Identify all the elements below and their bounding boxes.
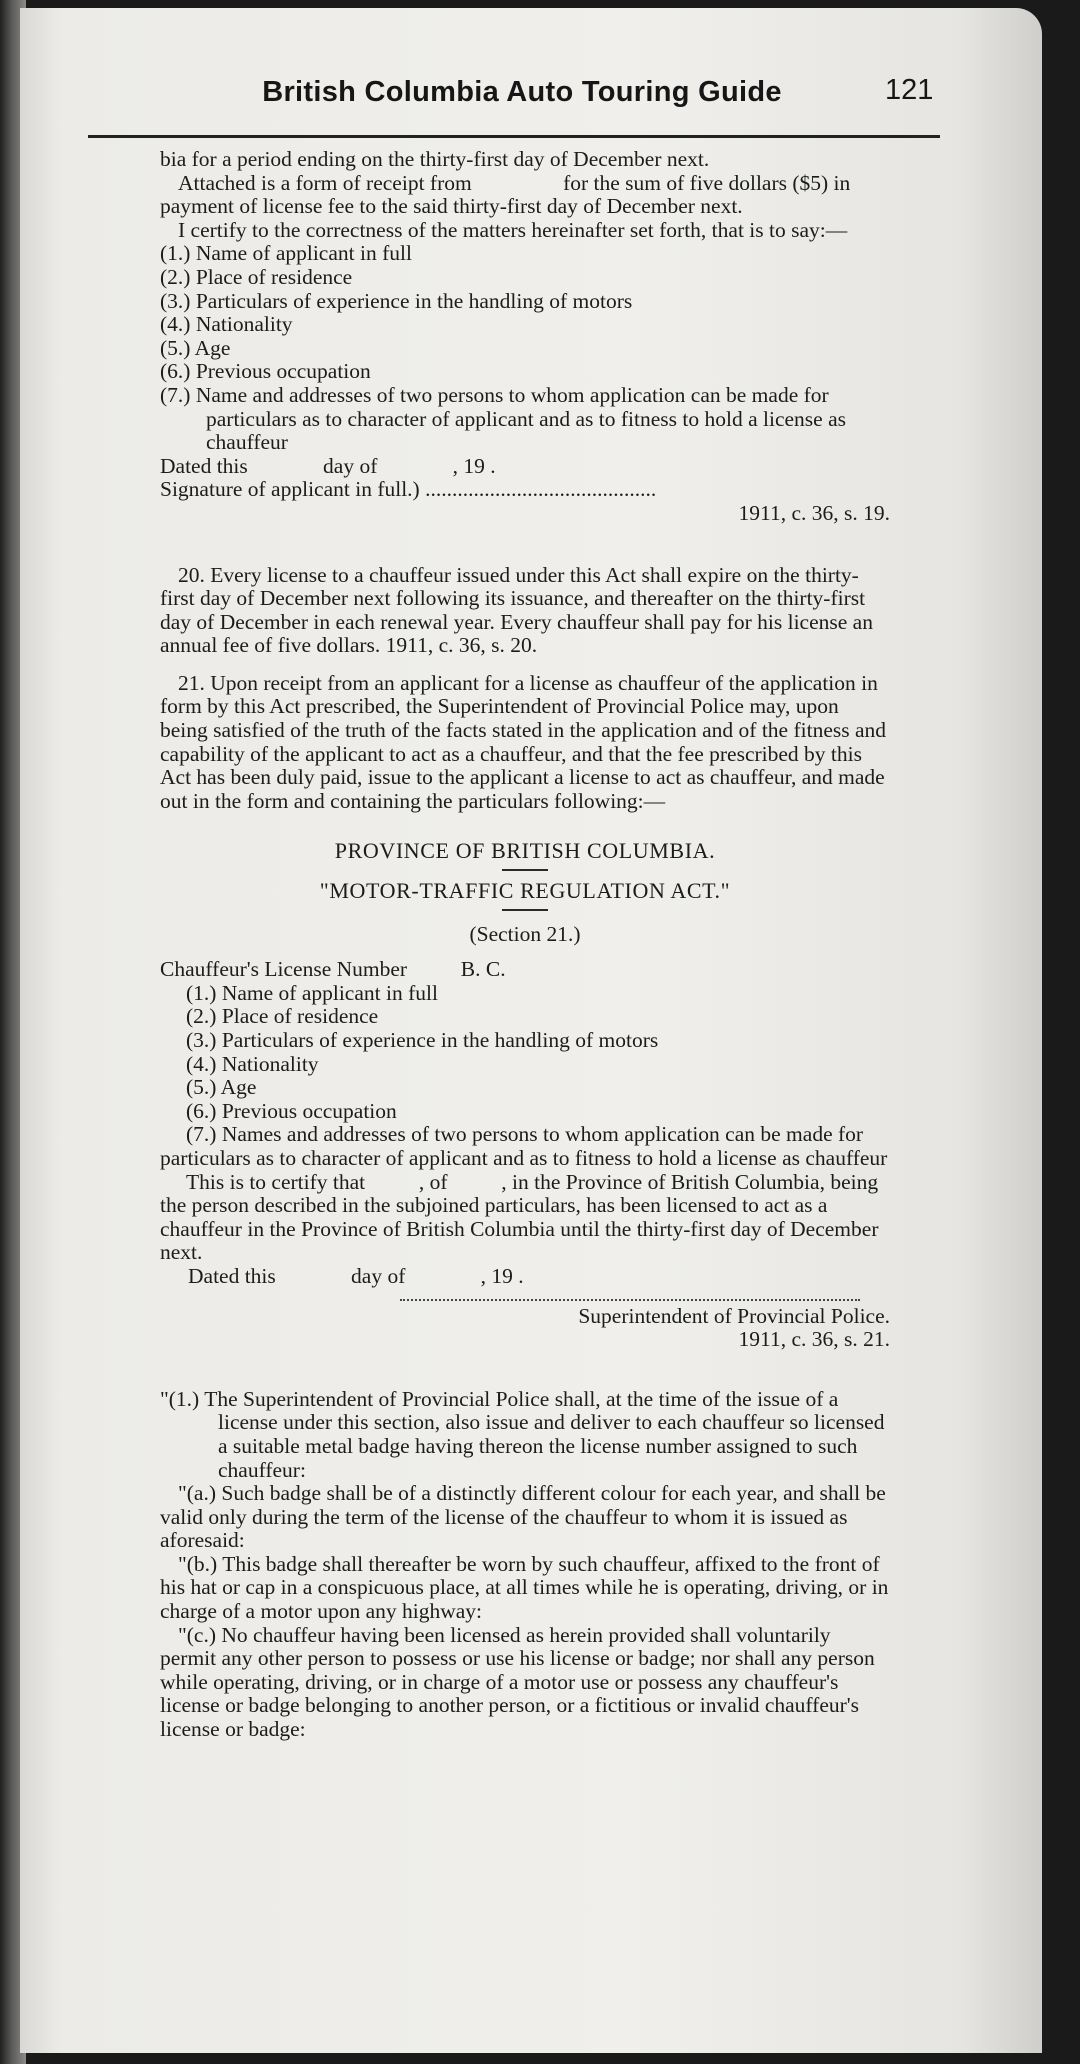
heading-rule <box>502 869 548 871</box>
form1-item: (2.) Place of residence <box>160 264 353 289</box>
form1-receipt: Attached is a form of receipt from for the sum of five dollars ($5) in payment of license fee to the said thirty-first day of December next. <box>160 170 856 219</box>
badge-clause-a: "(a.) Such badge shall be of a distinctly different colour for each year, and shall be valid only during the term of the license of the chauffeur to whom it is issued as aforesaid: <box>160 1481 886 1553</box>
form1-item: (6.) Previous occupation <box>160 359 371 384</box>
form2-license-number: Chauffeur's License Number B. C. <box>160 957 506 982</box>
heading-rule <box>502 909 548 911</box>
form1-citation: 1911, c. 36, s. 19. <box>738 500 890 525</box>
form2-signature-title: Superintendent of Provincial Police. <box>578 1303 890 1328</box>
section-20: 20. Every license to a chauffeur issued under this Act shall expire on the thirty-first day of December next following its issuance, and thereafter on the thirty-first day of December in each renewal year. Every chauffeur shall pay for his license an annual fee of five dollars. 1911, c. 36, s. 20. <box>160 562 873 658</box>
header-rule <box>88 135 940 138</box>
form1-item: (4.) Nationality <box>160 312 293 337</box>
form2-item: (6.) Previous occupation <box>186 1098 397 1123</box>
form1-item: (3.) Particulars of experience in the handling of motors <box>160 288 633 313</box>
form2-province: PROVINCE OF BRITISH COLUMBIA. <box>334 838 716 864</box>
form2-dated: Dated this day of , 19 . <box>188 1263 524 1288</box>
form1-item: (1.) Name of applicant in full <box>160 241 412 266</box>
form1-dated: Dated this day of , 19 . <box>160 453 496 478</box>
form2-section: (Section 21.) <box>469 921 581 946</box>
form2-item: (7.) Names and addresses of two persons to whom application can be made for particulars as to character of applicant and as to fitness to hold a license as chauffeur <box>160 1122 888 1170</box>
form2-certify: This is to certify that , of , in the Province of British Columbia, being the person described in the subjoined particulars, has been licensed to act as a chauffeur in the Province of British Columbia until the thirty-first day of December next. <box>160 1169 884 1265</box>
badge-intro: "(1.) The Superintendent of Provincial Police shall, at the time of the issue of a license under this section, also issue and deliver to each chauffeur so licensed a suitable metal badge having thereon the license number assigned to such chauffeur: <box>160 1386 885 1482</box>
form2-item: (5.) Age <box>186 1075 257 1100</box>
section-21: 21. Upon receipt from an applicant for a license as chauffeur of the application in form by this Act prescribed, the Superintendent of Provincial Police may, upon being satisfied of the truth of the facts stated in the application and of the fitness and capability of the applicant to act as a chauffeur, and that the fee prescribed by this Act has been duly paid, issue to the applicant a license to act as chauffeur, and made out in the form and containing the particulars following:— <box>160 670 887 813</box>
form2-item: (1.) Name of applicant in full <box>186 980 438 1005</box>
form2-item: (4.) Nationality <box>186 1051 319 1076</box>
form1-certify: I certify to the correctness of the matters hereinafter set forth, that is to say:— <box>178 217 848 242</box>
running-header-title: British Columbia Auto Touring Guide <box>262 76 782 108</box>
page-number: 121 <box>885 74 934 106</box>
form1-item: (5.) Age <box>160 335 231 360</box>
form2-item: (3.) Particulars of experience in the handling of motors <box>186 1028 659 1052</box>
badge-clause-b: "(b.) This badge shall thereafter be worn by such chauffeur, affixed to the front of his hat or cap in a conspicuous place, at all times while he is operating, driving, or in charge of a motor upon any highway: <box>160 1551 889 1624</box>
form1-signature: Signature of applicant in full.) ........................................... <box>160 477 657 502</box>
form2-item: (2.) Place of residence <box>186 1004 379 1029</box>
form2-signature-line <box>400 1289 860 1301</box>
badge-clause-c: "(c.) No chauffeur having been licensed as herein provided shall voluntarily permit any other person to possess or use his license or badge; nor shall any person while operating, driving, or in charge of a motor use or possess any chauffeur's license or badge belonging to another person, or a fictitious or invalid chauffeur's license or badge: <box>160 1622 875 1742</box>
form2-citation: 1911, c. 36, s. 21. <box>738 1327 890 1352</box>
form2-act: "MOTOR-TRAFFIC REGULATION ACT." <box>319 878 731 904</box>
page-body <box>160 148 890 1742</box>
form1-item: (7.) Name and addresses of two persons to whom application can be made for particulars as to character of applicant and as to fitness to hold a license as chauffeur <box>160 382 846 455</box>
form1-line: bia for a period ending on the thirty-first day of December next. <box>160 147 710 171</box>
